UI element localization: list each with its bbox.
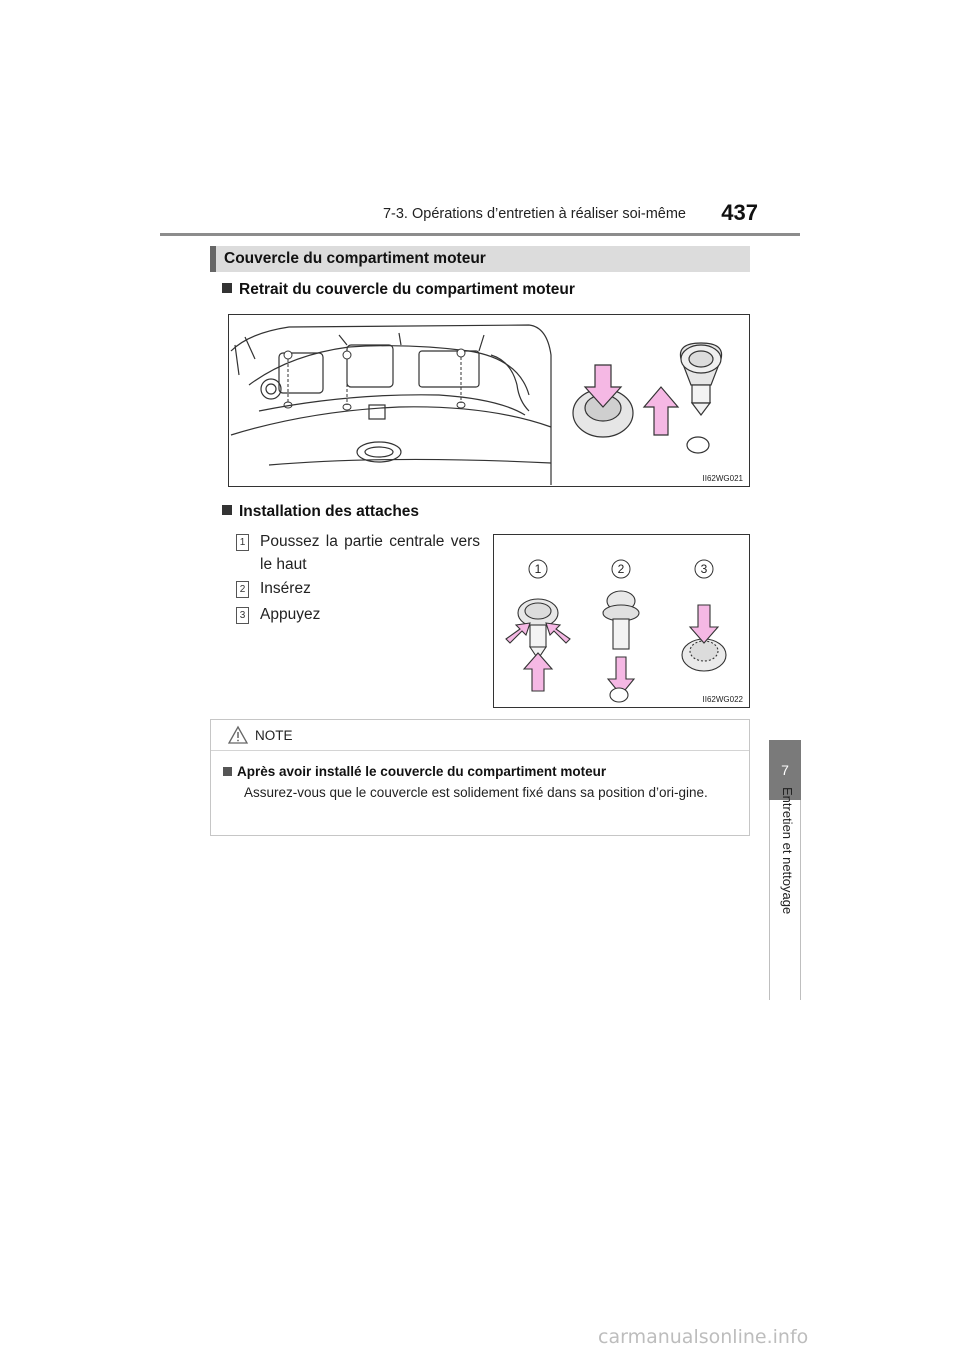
note-title-text: Après avoir installé le couvercle du compartiment moteur — [237, 764, 607, 779]
header-divider — [160, 233, 800, 236]
step-number: 2 — [236, 581, 249, 598]
step-text: Poussez la partie centrale vers le haut — [260, 533, 480, 573]
section-breadcrumb: 7-3. Opérations d’entretien à réaliser soi-même — [382, 206, 686, 222]
removal-heading — [222, 281, 575, 299]
watermark: carmanualsonline.info — [598, 1326, 809, 1348]
figure-label-2: 2 — [617, 562, 625, 576]
warning-triangle-icon — [227, 725, 249, 745]
step-text: Insérez — [260, 580, 311, 597]
page-number: 437 — [721, 200, 758, 225]
note-body: Assurez-vous que le couvercle est solidement fixé dans sa position d’ori-gine. — [244, 785, 708, 800]
section-title: Couvercle du compartiment moteur — [224, 250, 486, 267]
step-item — [236, 603, 480, 626]
square-bullet-icon — [222, 505, 232, 515]
square-bullet-icon — [222, 283, 232, 293]
clip-steps-illustration — [494, 535, 749, 707]
chapter-number: 7 — [781, 762, 789, 778]
note-label: NOTE — [255, 728, 293, 743]
installation-heading-text: Installation des attaches — [239, 503, 420, 520]
note-box — [210, 719, 750, 836]
square-bullet-icon — [223, 767, 232, 776]
note-title — [223, 764, 606, 779]
figure-code: II62WG022 — [702, 695, 743, 704]
figure-label-1: 1 — [534, 562, 542, 576]
step-number: 1 — [236, 534, 249, 551]
section-title-bar — [210, 246, 750, 272]
figure-label-3: 3 — [700, 562, 708, 576]
step-item — [236, 530, 480, 576]
step-number: 3 — [236, 607, 249, 624]
step-item — [236, 577, 480, 600]
figure-code: II62WG021 — [702, 474, 743, 483]
step-text: Appuyez — [260, 606, 321, 623]
note-header — [211, 720, 749, 751]
engine-bay-illustration — [229, 315, 749, 486]
clip-installation-figure — [493, 534, 750, 708]
chapter-label: Entretien et nettoyage — [780, 787, 795, 915]
engine-cover-figure — [228, 314, 750, 487]
removal-heading-text: Retrait du couvercle du compartiment moteur — [239, 281, 575, 298]
section-title-marker — [210, 246, 216, 272]
installation-heading — [222, 503, 419, 521]
